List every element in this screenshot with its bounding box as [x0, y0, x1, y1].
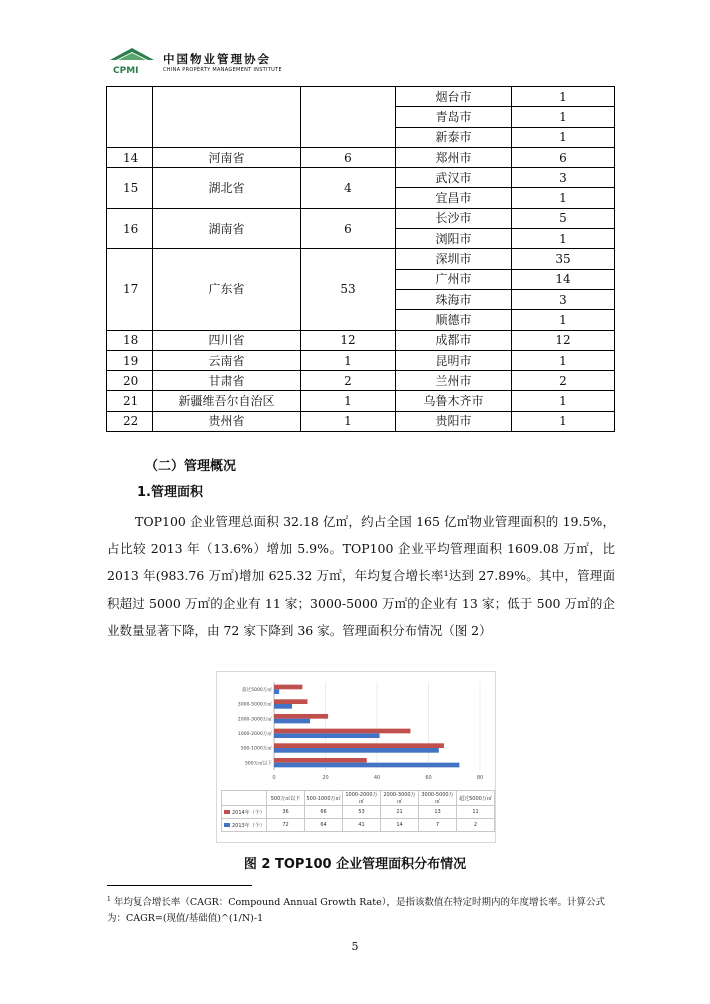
- chart-table-cell: 72: [267, 819, 305, 832]
- chart-table-corner: [222, 791, 267, 806]
- bar-2013: [274, 704, 292, 709]
- city-cell: 广州市: [396, 269, 512, 289]
- province-cell: 湖南省: [153, 208, 301, 249]
- chart-table-cell: 21: [381, 806, 419, 819]
- province-cell: [153, 87, 301, 148]
- page-header: [108, 46, 608, 86]
- footnote-mark: 1: [107, 896, 111, 903]
- bar-2013: [274, 689, 279, 694]
- bar-2014: [274, 699, 307, 704]
- row-index: 15: [107, 168, 153, 209]
- chart-table-cell: 41: [343, 819, 381, 832]
- city-cell: 宜昌市: [396, 188, 512, 208]
- province-table: [106, 86, 615, 432]
- province-cell: 云南省: [153, 350, 301, 370]
- chart-table-col-header: 超过5000万㎡: [457, 791, 495, 806]
- legend-swatch-icon: [224, 823, 230, 827]
- city-count-cell: 12: [512, 330, 615, 350]
- row-index: 21: [107, 391, 153, 411]
- x-tick-label: 60: [425, 775, 432, 781]
- count-cell: 2: [301, 371, 396, 391]
- city-count-cell: 2: [512, 371, 615, 391]
- table-row: [107, 411, 615, 431]
- x-tick-label: 20: [322, 775, 329, 781]
- bar-2014: [274, 729, 410, 734]
- y-category-label: 1000-2000万㎡: [237, 731, 272, 737]
- bar-2013: [274, 733, 380, 738]
- chart-table-cell: 36: [267, 806, 305, 819]
- province-cell: 河南省: [153, 147, 301, 167]
- count-cell: 1: [301, 391, 396, 411]
- city-cell: 贵阳市: [396, 411, 512, 431]
- city-count-cell: 3: [512, 289, 615, 309]
- cpmi-logo-icon: [108, 46, 156, 78]
- row-index: 18: [107, 330, 153, 350]
- city-cell: 武汉市: [396, 168, 512, 188]
- footnote: [107, 892, 615, 927]
- chart-table-col-header: 500万㎡以下: [267, 791, 305, 806]
- footnote-text: 年均复合增长率（CAGR：Compound Annual Growth Rate），是指该数值在特定时期内的年度增长率。计算公式为：CAGR=(现值/基础值)^(1/N)-1: [107, 897, 605, 925]
- city-cell: 长沙市: [396, 208, 512, 228]
- page-number: 5: [351, 940, 359, 953]
- count-cell: 53: [301, 249, 396, 330]
- bar-2014: [274, 714, 328, 719]
- table-row: [107, 350, 615, 370]
- chart-table-cell: 64: [305, 819, 343, 832]
- chart-table-row: [222, 806, 495, 819]
- city-cell: 郑州市: [396, 147, 512, 167]
- row-index: 14: [107, 147, 153, 167]
- city-count-cell: 5: [512, 208, 615, 228]
- chart-table-col-header: 1000-2000万㎡: [343, 791, 381, 806]
- footnote-rule: [107, 885, 252, 886]
- city-cell: 顺德市: [396, 310, 512, 330]
- count-cell: 1: [301, 411, 396, 431]
- chart-legend-label: 2013年（个）: [222, 819, 267, 832]
- chart-table-row: [222, 819, 495, 832]
- row-index: 17: [107, 249, 153, 330]
- table-row: [107, 371, 615, 391]
- province-cell: 湖北省: [153, 168, 301, 209]
- bar-2013: [274, 763, 459, 768]
- city-count-cell: 3: [512, 168, 615, 188]
- count-cell: 1: [301, 350, 396, 370]
- table-row: [107, 249, 615, 269]
- city-count-cell: 1: [512, 188, 615, 208]
- city-count-cell: 1: [512, 107, 615, 127]
- bar-chart-svg: [217, 672, 495, 790]
- city-count-cell: 1: [512, 411, 615, 431]
- count-cell: [301, 87, 396, 148]
- city-cell: 珠海市: [396, 289, 512, 309]
- chart-table-cell: 66: [305, 806, 343, 819]
- legend-swatch-icon: [224, 810, 230, 814]
- city-count-cell: 1: [512, 87, 615, 107]
- chart-table-cell: 13: [419, 806, 457, 819]
- row-index: 16: [107, 208, 153, 249]
- province-cell: 广东省: [153, 249, 301, 330]
- bar-2014: [274, 685, 302, 690]
- bar-2013: [274, 748, 439, 753]
- figure-caption: 图 2 TOP100 企业管理面积分布情况: [243, 857, 467, 872]
- row-index: [107, 87, 153, 148]
- table-row: [107, 208, 615, 228]
- table-row: [107, 391, 615, 411]
- x-tick-label: 80: [476, 775, 484, 781]
- city-cell: 乌鲁木齐市: [396, 391, 512, 411]
- subsection-title: 1.管理面积: [137, 485, 203, 500]
- province-cell: 甘肃省: [153, 371, 301, 391]
- chart-table-col-header: 500-1000万㎡: [305, 791, 343, 806]
- section-title: （二）管理概况: [145, 459, 237, 474]
- count-cell: 4: [301, 168, 396, 209]
- city-cell: 深圳市: [396, 249, 512, 269]
- province-cell: 贵州省: [153, 411, 301, 431]
- y-category-label: 500-1000万㎡: [240, 746, 272, 752]
- city-count-cell: 14: [512, 269, 615, 289]
- count-cell: 12: [301, 330, 396, 350]
- chart-table-cell: 11: [457, 806, 495, 819]
- chart-table-col-header: 3000-5000万㎡: [419, 791, 457, 806]
- city-cell: 新泰市: [396, 127, 512, 147]
- city-cell: 成都市: [396, 330, 512, 350]
- count-cell: 6: [301, 147, 396, 167]
- city-cell: 浏阳市: [396, 229, 512, 249]
- city-count-cell: 1: [512, 350, 615, 370]
- chart-legend-label: 2014年（个）: [222, 806, 267, 819]
- chart-table-header: [222, 791, 495, 806]
- paragraph-text: TOP100 企业管理总面积 32.18 亿㎡，约占全国 165 亿㎡物业管理面积的 19.5%，占比较 2013 年（13.6%）增加 5.9%。TOP100 企业平均管理面积 1609.08 万㎡，比 2013 年(983.76 万㎡)增加 625.32 万㎡，年均复合增长率¹达到 27.89%。其中，管理面积超过 5000 万㎡的企业有 11 家；3000-5000 万㎡的企业有 13 家；低于 500 万㎡的企业数量显著下降，由 72 家下降到 36 家。管理面积分布情况（图 2）: [107, 514, 615, 638]
- y-category-label: 3000-5000万㎡: [237, 702, 272, 708]
- bar-2014: [274, 758, 367, 763]
- city-count-cell: 1: [512, 391, 615, 411]
- city-cell: 青岛市: [396, 107, 512, 127]
- org-name-en: CHINA PROPERTY MANAGEMENT INSTITUTE: [163, 67, 282, 73]
- chart-data-table: [221, 790, 495, 832]
- city-count-cell: 1: [512, 127, 615, 147]
- city-count-cell: 35: [512, 249, 615, 269]
- management-area-chart: [216, 671, 496, 843]
- table-row: [107, 330, 615, 350]
- city-cell: 兰州市: [396, 371, 512, 391]
- x-tick-label: 0: [272, 775, 276, 781]
- row-index: 19: [107, 350, 153, 370]
- table-row: [107, 147, 615, 167]
- body-paragraph: [107, 508, 615, 644]
- bar-2014: [274, 743, 444, 748]
- city-cell: 昆明市: [396, 350, 512, 370]
- chart-table-col-header: 2000-3000万㎡: [381, 791, 419, 806]
- row-index: 20: [107, 371, 153, 391]
- city-count-cell: 1: [512, 310, 615, 330]
- org-name-cn: 中国物业管理协会: [163, 52, 271, 66]
- province-cell: 四川省: [153, 330, 301, 350]
- y-category-label: 超过5000万㎡: [241, 687, 272, 693]
- row-index: 22: [107, 411, 153, 431]
- chart-table-cell: 2: [457, 819, 495, 832]
- chart-table-cell: 53: [343, 806, 381, 819]
- svg-text:CPMI: CPMI: [113, 66, 139, 76]
- table-row: [107, 87, 615, 107]
- city-cell: 烟台市: [396, 87, 512, 107]
- table-row: [107, 168, 615, 188]
- city-count-cell: 6: [512, 147, 615, 167]
- y-category-label: 500万㎡以下: [244, 761, 272, 767]
- city-count-cell: 1: [512, 229, 615, 249]
- bar-2013: [274, 719, 310, 724]
- chart-table-cell: 7: [419, 819, 457, 832]
- count-cell: 6: [301, 208, 396, 249]
- y-category-label: 2000-3000万㎡: [237, 717, 272, 723]
- x-tick-label: 40: [373, 775, 381, 781]
- province-cell: 新疆维吾尔自治区: [153, 391, 301, 411]
- chart-table-cell: 14: [381, 819, 419, 832]
